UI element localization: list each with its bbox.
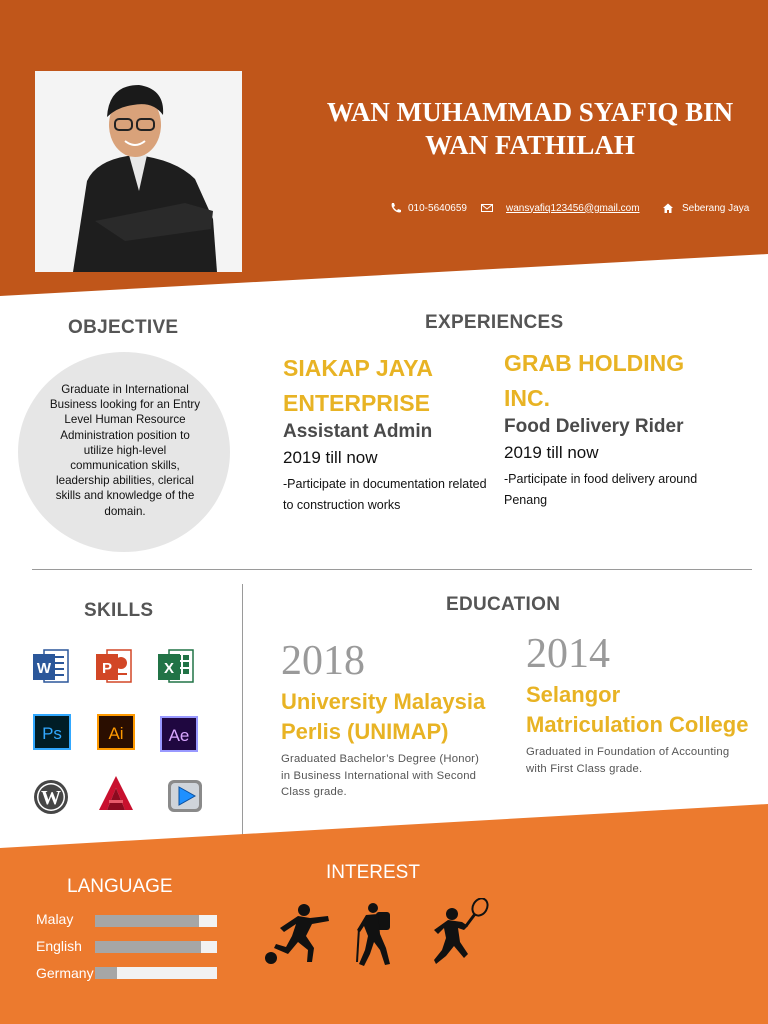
badminton-icon — [432, 898, 490, 968]
language-name: Malay — [36, 911, 74, 927]
location-text: Seberang Jaya — [682, 202, 750, 214]
job-company: GRAB HOLDING INC. — [504, 350, 685, 411]
column-divider — [242, 584, 243, 836]
job-role: Assistant Admin — [283, 421, 433, 442]
illustrator-icon — [97, 714, 135, 752]
svg-text:Ps: Ps — [42, 724, 62, 743]
person-silhouette-icon — [35, 71, 242, 272]
education-year: 2018 — [281, 638, 365, 684]
job-role: Food Delivery Rider — [504, 416, 684, 437]
skills-heading: SKILLS — [84, 600, 154, 621]
svg-text:Ai: Ai — [108, 724, 124, 743]
section-divider — [32, 569, 752, 570]
language-bar — [95, 941, 217, 953]
candidate-name: WAN MUHAMMAD SYAFIQ BIN WAN FATHILAH — [326, 97, 734, 160]
home-icon — [662, 202, 674, 214]
objective-heading: OBJECTIVE — [68, 317, 179, 338]
svg-text:W: W — [41, 787, 61, 809]
language-bar — [95, 967, 217, 979]
svg-text:Ae: Ae — [168, 726, 190, 745]
hiking-icon — [356, 902, 396, 968]
job-company: SIAKAP JAYA ENTERPRISE — [283, 355, 433, 416]
language-bar-fill — [95, 941, 201, 953]
svg-text:W: W — [36, 660, 52, 677]
phone-icon — [390, 202, 402, 214]
education-school: University Malaysia Perlis (UNIMAP) — [281, 689, 486, 744]
location-contact — [662, 200, 749, 216]
interest-heading: INTEREST — [326, 862, 420, 883]
job-description: -Participate in food delivery around Penang — [504, 472, 698, 507]
education-school: Selangor Matriculation College — [526, 682, 749, 737]
education-description: Graduated in Foundation of Accounting with First Class grade. — [526, 746, 730, 775]
envelope-icon — [481, 202, 493, 214]
language-name: Germany — [36, 965, 94, 981]
profile-photo — [35, 71, 242, 272]
education-heading: EDUCATION — [446, 594, 561, 615]
svg-text:X: X — [163, 660, 175, 677]
language-heading: LANGUAGE — [67, 876, 173, 897]
svg-text:P: P — [101, 660, 113, 677]
language-bar — [95, 915, 217, 927]
language-bar-fill — [95, 915, 199, 927]
excel-icon — [157, 648, 195, 686]
experiences-heading: EXPERIENCES — [425, 312, 564, 333]
language-bar-fill — [95, 967, 117, 979]
word-icon — [32, 648, 70, 686]
job-years: 2019 till now — [283, 448, 378, 467]
email-contact — [481, 200, 640, 216]
education-year: 2014 — [526, 631, 610, 677]
language-name: English — [36, 938, 82, 954]
job-description: -Participate in documentation related to construction works — [283, 477, 487, 512]
education-description: Graduated Bachelor’s Degree (Honor) in Business International with Second Class grade. — [281, 753, 480, 798]
phone-number: 010-5640659 — [408, 202, 467, 214]
job-years: 2019 till now — [504, 443, 599, 462]
after-effects-icon — [160, 716, 198, 754]
football-icon — [262, 902, 332, 968]
powerpoint-icon — [95, 648, 133, 686]
photoshop-icon — [33, 714, 71, 752]
phone-contact — [390, 200, 467, 216]
email-link[interactable]: wansyafiq123456@gmail.com — [506, 202, 640, 214]
objective-text: Graduate in International Business looking for an Entry Level Human Resource Administration position to utilize high-level communication skills, leadership abilities, clerical skills and knowledge of the domain. — [49, 383, 201, 518]
